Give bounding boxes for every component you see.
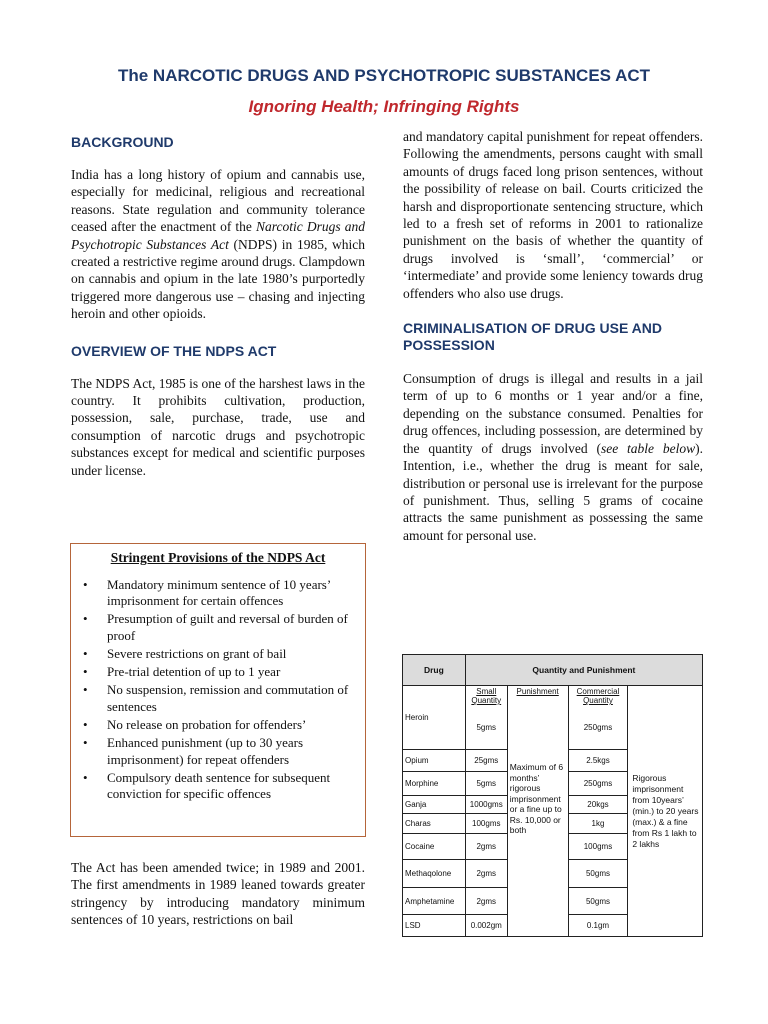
document-subtitle: Ignoring Health; Infringing Rights	[248, 97, 520, 116]
criminalisation-text-a: Consumption of drugs is illegal and results in a jail term of up to 6 months or 1 year and/or a fine, depending on the substance consumed. Penalties for drug offences, including possession, are determined by the quantity of drugs involved (	[403, 371, 703, 456]
table-cell-small: 1000gms	[465, 796, 507, 814]
table-header-drug: Drug	[403, 655, 466, 686]
table-cell-drug: Heroin	[403, 686, 466, 750]
document-title: The NARCOTIC DRUGS AND PSYCHOTROPIC SUBSTANCES ACT	[117, 66, 651, 85]
table-row	[403, 686, 703, 750]
heroin-small: 5gms	[476, 723, 497, 732]
list-item: • No suspension, remission and commutation of sentences	[71, 682, 365, 715]
table-cell-drug: Opium	[403, 750, 466, 772]
list-item: • Pre-trial detention of up to 1 year	[71, 664, 365, 681]
table-cell-drug: Morphine	[403, 772, 466, 796]
table-cell-commercial	[568, 686, 628, 750]
table-cell-drug: Charas	[403, 814, 466, 834]
table-cell-small: 0.002gm	[465, 915, 507, 937]
criminalisation-paragraph	[403, 370, 703, 544]
table-cell-commercial: 20kgs	[568, 796, 628, 814]
list-item: • No release on probation for offenders’	[71, 717, 365, 734]
table-cell-commercial: 0.1gm	[568, 915, 628, 937]
criminalisation-text-b: ). Intention, i.e., whether the drug is meant for sale, distribution or personal use is irrelevant for the purpose of punishment. Thus, selling 5 grams of cocaine attracts the same punishment as possessing the same amount for personal use.	[403, 440, 703, 543]
table-cell-drug: Cocaine	[403, 834, 466, 860]
heading-overview: OVERVIEW OF THE NDPS ACT	[71, 342, 277, 359]
subheader-small: Small Quantity	[471, 687, 502, 705]
background-text-a: India has a long history of opium and cannabis use, especially for medicinal, religious and recreational reasons. State regulation and community tolerance ceased after the enactment of the	[71, 167, 365, 235]
background-paragraph	[71, 166, 365, 323]
subheader-commercial: Commercial Quantity	[576, 687, 620, 705]
table-cell-punishment-commercial	[628, 686, 703, 937]
see-table-italic: see table below	[600, 440, 696, 456]
subheader-punishment: Punishment	[516, 687, 559, 696]
table-cell-drug: LSD	[403, 915, 466, 937]
table-cell-small: 25gms	[465, 750, 507, 772]
list-item: • Severe restrictions on grant of bail	[71, 646, 365, 663]
table-cell-small: 2gms	[465, 860, 507, 888]
quantity-punishment-table	[402, 654, 703, 937]
list-item: • Presumption of guilt and reversal of burden of proof	[71, 611, 365, 644]
table-cell-commercial: 1kg	[568, 814, 628, 834]
table-cell-small: 2gms	[465, 834, 507, 860]
table-cell-small: 2gms	[465, 888, 507, 915]
provisions-box	[70, 543, 366, 837]
overview-paragraph: The NDPS Act, 1985 is one of the harshest laws in the country. It prohibits cultivation, production, possession, sale, purchase, trade, use and consumption of narcotic drugs and psychotropic substances except for medical and scientific purposes under license.	[71, 375, 365, 478]
table-cell-punishment	[507, 686, 568, 937]
punishment-commercial: Rigorous imprisonment from 10years’ (min.) to 20 years (max.) & a fine from Rs 1 lakh to 2 lakhs	[632, 772, 699, 849]
list-item: • Compulsory death sentence for subsequent conviction for specific offences	[71, 770, 365, 803]
amendments-paragraph: The Act has been amended twice; in 1989 and 2001. The first amendments in 1989 leaned towards greater stringency by introducing mandatory minimum sentences of 10 years, restrictions on bail	[71, 860, 365, 928]
table-cell-small: 5gms	[465, 772, 507, 796]
right-column	[403, 128, 703, 544]
table-cell-commercial: 50gms	[568, 860, 628, 888]
table-cell-drug: Methaqolone	[403, 860, 466, 888]
act-name-italic: Narcotic Drugs and Psychotropic Substances Act	[71, 219, 365, 252]
provisions-title: Stringent Provisions of the NDPS Act	[110, 550, 326, 565]
table-cell-small	[465, 686, 507, 750]
table-cell-drug: Ganja	[403, 796, 466, 814]
table-cell-small: 100gms	[465, 814, 507, 834]
left-column-bottom	[71, 859, 365, 929]
table-cell-commercial: 50gms	[568, 888, 628, 915]
heading-background: BACKGROUND	[71, 134, 174, 150]
left-column	[71, 134, 365, 479]
list-item: • Enhanced punishment (up to 30 years imprisonment) for repeat offenders	[71, 735, 365, 768]
table-cell-commercial: 250gms	[568, 772, 628, 796]
table-cell-commercial: 2.5kgs	[568, 750, 628, 772]
table-cell-drug: Amphetamine	[403, 888, 466, 915]
amendments-continued-paragraph: and mandatory capital punishment for repeat offenders. Following the amendments, persons caught with small amounts of drugs faced long prison sentences, without the possibility of release on bail. Courts criticized the harsh and disproportionate sentencing structure, which led to a fresh set of reforms in 2001 to rationalize punishment on the basis of whether the quantity of drugs involved is ‘small’, ‘commercial’ or ‘intermediate’ and provide some leniency towards drug offenders who also use drugs.	[403, 129, 703, 301]
list-item: • Mandatory minimum sentence of 10 years’ imprisonment for certain offences	[71, 577, 365, 610]
table-header-quantity-punishment: Quantity and Punishment	[465, 655, 702, 686]
heroin-commercial: 250gms	[583, 723, 613, 732]
provisions-list	[71, 577, 365, 803]
punishment-small: Maximum of 6 months’ rigorous imprisonment or a fine up to Rs. 10,000 or both	[509, 762, 564, 835]
table-cell-commercial: 100gms	[568, 834, 628, 860]
heading-criminalisation: CRIMINALISATION OF DRUG USE AND POSSESSION	[403, 320, 662, 354]
background-text-b: (NDPS) in 1985, which created a restrictive regime around drugs. Clampdown on cannabis and opium in the late 1980’s purportedly triggered more dangerous use – chasing and injecting heroin and other opioids.	[71, 236, 366, 322]
